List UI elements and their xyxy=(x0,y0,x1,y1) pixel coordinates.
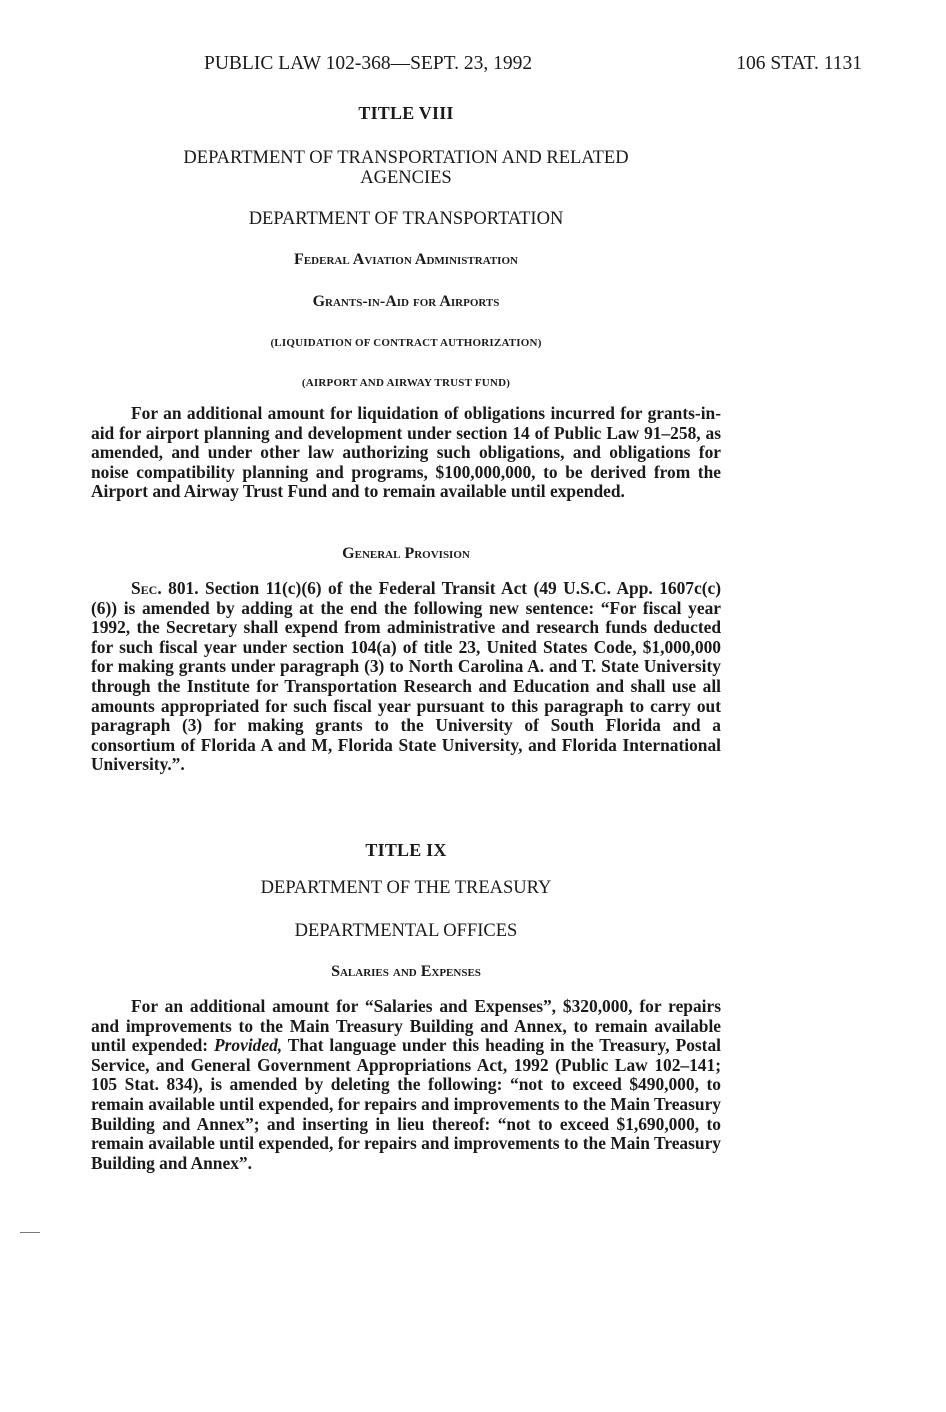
agency-heading: Federal Aviation Administration xyxy=(294,251,518,268)
subdepartment-heading: DEPARTMENT OF TRANSPORTATION xyxy=(248,209,564,229)
department-heading-line2: AGENCIES xyxy=(360,168,452,188)
treasury-paragraph xyxy=(91,997,721,1173)
account-heading: Grants-in-Aid for Airports xyxy=(312,293,500,310)
running-head-citation: PUBLIC LAW 102-368—SEPT. 23, 1992 xyxy=(204,53,533,74)
liquidation-note: (LIQUIDATION OF CONTRACT AUTHORIZATION) xyxy=(270,337,542,349)
margin-mark xyxy=(20,1232,40,1233)
running-head xyxy=(112,53,862,83)
department-heading-line1: DEPARTMENT OF TRANSPORTATION AND RELATED xyxy=(183,148,629,168)
department-heading xyxy=(91,148,721,188)
running-head-stat-page: 106 STAT. 1131 xyxy=(736,53,862,74)
salaries-expenses-heading: Salaries and Expenses xyxy=(331,963,481,980)
airports-paragraph: For an additional amount for liquidation of obligations incurred for grants-in-aid for airport planning and development under section 14 of Public Law 91–258, as amended, and under other law authorizing such obligations, and obligations for noise compatibility planning and programs, $100,000,000, to be derived from the Airport and Airway Trust Fund and to remain available until expended. xyxy=(91,403,721,502)
treasury-paragraph-part1: For an additional amount for “Salaries and Expenses”, $320,000, for repairs and improvements to the Main Treasury Building and Annex, to remain available until expended: xyxy=(91,996,721,1056)
title-viii-heading: TITLE VIII xyxy=(358,103,454,123)
section-801-lead: Sec. 801. xyxy=(131,578,199,598)
section-801-text: Section 11(c)(6) of the Federal Transit Act (49 U.S.C. App. 1607c(c)(6)) is amended by adding at the end the following new sentence: “For fiscal year 1992, the Secretary shall expend from administrative and research funds deducted for such fiscal year under section 104(a) of title 23, United States Code, $1,000,000 for making grants under paragraph (3) to North Carolina A. and T. State University through the Institute for Transportation Research and Education and shall use all amounts appropriated for such fiscal year pursuant to this paragraph to carry out paragraph (3) for making grants to the University of South Florida and a consortium of Florida A and M, Florida State University, and Florida International University.”. xyxy=(91,578,721,775)
departmental-offices-heading: DEPARTMENTAL OFFICES xyxy=(294,921,518,941)
treasury-department-heading: DEPARTMENT OF THE TREASURY xyxy=(260,878,552,898)
section-801-paragraph xyxy=(91,579,721,775)
title-ix-heading: TITLE IX xyxy=(365,840,447,860)
treasury-paragraph-part2: That language under this heading in the Treasury, Postal Service, and General Government Appropriations Act, 1992 (Public Law 102–141; 105 Stat. 834), is amended by deleting the following: “not to exceed $490,000, to remain available until expended, for repairs and improvements to the Main Treasury Building and Annex”; and inserting in lieu thereof: “not to exceed $1,690,000, to remain available until expended, for repairs and improvements to the Main Treasury Building and Annex”. xyxy=(91,1035,721,1173)
general-provision-heading: General Provision xyxy=(342,545,470,562)
trust-fund-note: (AIRPORT AND AIRWAY TRUST FUND) xyxy=(301,377,511,389)
provided-italic: Provided, xyxy=(214,1035,283,1056)
